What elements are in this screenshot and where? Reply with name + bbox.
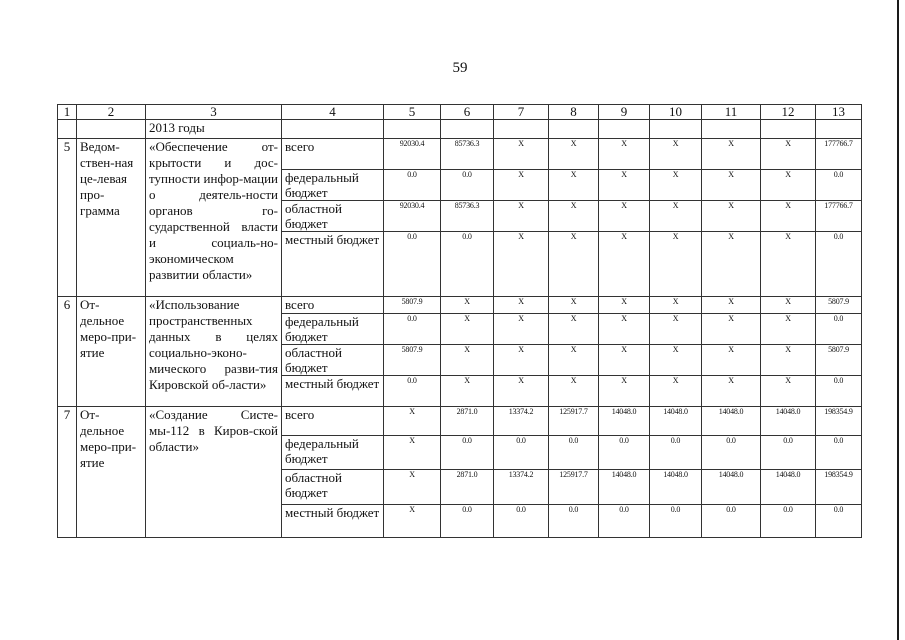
value-cell: 5807.9 bbox=[384, 297, 441, 314]
value-cell: X bbox=[549, 139, 599, 170]
years-label: 2013 годы bbox=[146, 120, 282, 139]
value-cell: X bbox=[599, 297, 650, 314]
value-cell: X bbox=[650, 201, 702, 232]
value-cell: X bbox=[384, 505, 441, 538]
value-cell: 14048.0 bbox=[702, 470, 761, 505]
value-cell: 5807.9 bbox=[816, 297, 862, 314]
empty-cell bbox=[494, 120, 549, 139]
column-number: 7 bbox=[494, 105, 549, 120]
empty-cell bbox=[384, 120, 441, 139]
column-number: 8 bbox=[549, 105, 599, 120]
value-cell: X bbox=[599, 345, 650, 376]
value-cell: X bbox=[761, 139, 816, 170]
value-cell: 92030.4 bbox=[384, 201, 441, 232]
value-cell: X bbox=[384, 407, 441, 436]
value-cell: 0.0 bbox=[384, 314, 441, 345]
funding-source: областной бюджет bbox=[282, 345, 384, 376]
value-cell: 0.0 bbox=[599, 436, 650, 470]
value-cell: X bbox=[494, 314, 549, 345]
value-cell: X bbox=[650, 297, 702, 314]
column-number: 11 bbox=[702, 105, 761, 120]
value-cell: 0.0 bbox=[761, 436, 816, 470]
table-row bbox=[58, 407, 862, 436]
row-index: 6 bbox=[58, 297, 77, 407]
value-cell: 0.0 bbox=[441, 170, 494, 201]
value-cell: X bbox=[441, 314, 494, 345]
value-cell: X bbox=[494, 170, 549, 201]
value-cell: 177766.7 bbox=[816, 139, 862, 170]
program-type: От-дельное меро-при-ятие bbox=[77, 297, 146, 407]
value-cell: 0.0 bbox=[650, 436, 702, 470]
value-cell: X bbox=[702, 201, 761, 232]
empty-cell bbox=[282, 120, 384, 139]
value-cell: 92030.4 bbox=[384, 139, 441, 170]
value-cell: X bbox=[702, 345, 761, 376]
value-cell: X bbox=[650, 314, 702, 345]
value-cell: X bbox=[441, 376, 494, 407]
value-cell: 85736.3 bbox=[441, 201, 494, 232]
table-row bbox=[58, 139, 862, 170]
value-cell: 14048.0 bbox=[702, 407, 761, 436]
value-cell: 5807.9 bbox=[384, 345, 441, 376]
page-edge-rule bbox=[897, 0, 899, 640]
funding-source: всего bbox=[282, 139, 384, 170]
value-cell: X bbox=[549, 345, 599, 376]
value-cell: X bbox=[494, 297, 549, 314]
value-cell: X bbox=[702, 314, 761, 345]
value-cell: 85736.3 bbox=[441, 139, 494, 170]
value-cell: 0.0 bbox=[650, 505, 702, 538]
empty-cell bbox=[816, 120, 862, 139]
funding-source: местный бюджет bbox=[282, 376, 384, 407]
value-cell: 0.0 bbox=[816, 314, 862, 345]
value-cell: X bbox=[761, 297, 816, 314]
value-cell: X bbox=[650, 376, 702, 407]
value-cell: 0.0 bbox=[702, 505, 761, 538]
value-cell: 0.0 bbox=[441, 505, 494, 538]
row-index: 7 bbox=[58, 407, 77, 538]
column-number: 12 bbox=[761, 105, 816, 120]
value-cell: X bbox=[494, 201, 549, 232]
program-type: От-дельное меро-при-ятие bbox=[77, 407, 146, 538]
value-cell: 198354.9 bbox=[816, 470, 862, 505]
funding-source: всего bbox=[282, 407, 384, 436]
program-name: «Использование пространственных данных в целях социально-эконо-мического разви-тия Кировской об-ласти» bbox=[146, 297, 282, 407]
value-cell: X bbox=[599, 232, 650, 297]
value-cell: X bbox=[702, 376, 761, 407]
value-cell: X bbox=[549, 376, 599, 407]
value-cell: X bbox=[494, 139, 549, 170]
empty-cell bbox=[761, 120, 816, 139]
value-cell: X bbox=[549, 297, 599, 314]
value-cell: X bbox=[599, 376, 650, 407]
value-cell: 0.0 bbox=[441, 436, 494, 470]
value-cell: X bbox=[599, 314, 650, 345]
value-cell: X bbox=[650, 139, 702, 170]
column-number: 5 bbox=[384, 105, 441, 120]
table-row bbox=[58, 297, 862, 314]
value-cell: 14048.0 bbox=[599, 407, 650, 436]
value-cell: X bbox=[702, 170, 761, 201]
continuation-row bbox=[58, 120, 862, 139]
value-cell: 14048.0 bbox=[650, 470, 702, 505]
value-cell: X bbox=[494, 376, 549, 407]
value-cell: X bbox=[599, 139, 650, 170]
value-cell: 0.0 bbox=[702, 436, 761, 470]
value-cell: 2871.0 bbox=[441, 407, 494, 436]
value-cell: X bbox=[650, 232, 702, 297]
value-cell: X bbox=[384, 470, 441, 505]
value-cell: 13374.2 bbox=[494, 407, 549, 436]
value-cell: X bbox=[441, 297, 494, 314]
program-type: Ведом-ствен-ная це-левая про-грамма bbox=[77, 139, 146, 297]
column-number: 3 bbox=[146, 105, 282, 120]
empty-cell bbox=[650, 120, 702, 139]
value-cell: 0.0 bbox=[549, 436, 599, 470]
value-cell: 0.0 bbox=[384, 170, 441, 201]
value-cell: 5807.9 bbox=[816, 345, 862, 376]
value-cell: X bbox=[650, 170, 702, 201]
empty-cell bbox=[77, 120, 146, 139]
funding-source: местный бюджет bbox=[282, 505, 384, 538]
column-number: 6 bbox=[441, 105, 494, 120]
column-number-row bbox=[58, 105, 862, 120]
funding-source: федеральный бюджет bbox=[282, 170, 384, 201]
column-number: 2 bbox=[77, 105, 146, 120]
funding-source: всего bbox=[282, 297, 384, 314]
empty-cell bbox=[58, 120, 77, 139]
funding-source: областной бюджет bbox=[282, 470, 384, 505]
value-cell: X bbox=[384, 436, 441, 470]
value-cell: X bbox=[599, 201, 650, 232]
column-number: 9 bbox=[599, 105, 650, 120]
empty-cell bbox=[549, 120, 599, 139]
program-name: «Создание Систе-мы-112 в Киров-ской области» bbox=[146, 407, 282, 538]
value-cell: 0.0 bbox=[384, 376, 441, 407]
value-cell: 14048.0 bbox=[761, 407, 816, 436]
value-cell: X bbox=[702, 139, 761, 170]
value-cell: X bbox=[761, 376, 816, 407]
value-cell: 14048.0 bbox=[599, 470, 650, 505]
value-cell: 0.0 bbox=[549, 505, 599, 538]
value-cell: 0.0 bbox=[816, 232, 862, 297]
value-cell: X bbox=[761, 201, 816, 232]
empty-cell bbox=[441, 120, 494, 139]
value-cell: X bbox=[549, 201, 599, 232]
value-cell: 0.0 bbox=[494, 436, 549, 470]
value-cell: X bbox=[702, 297, 761, 314]
value-cell: 14048.0 bbox=[761, 470, 816, 505]
value-cell: X bbox=[761, 345, 816, 376]
value-cell: X bbox=[494, 345, 549, 376]
funding-source: областной бюджет bbox=[282, 201, 384, 232]
column-number: 13 bbox=[816, 105, 862, 120]
value-cell: 125917.7 bbox=[549, 407, 599, 436]
value-cell: X bbox=[650, 345, 702, 376]
value-cell: X bbox=[549, 314, 599, 345]
value-cell: 0.0 bbox=[599, 505, 650, 538]
funding-source: федеральный бюджет bbox=[282, 314, 384, 345]
value-cell: 13374.2 bbox=[494, 470, 549, 505]
value-cell: X bbox=[702, 232, 761, 297]
value-cell: X bbox=[761, 232, 816, 297]
program-name: «Обеспечение от-крытости и дос-тупности инфор-мации о деятель-ности органов го-сударственной власти и социаль-но-экономическом развитии области» bbox=[146, 139, 282, 297]
value-cell: X bbox=[761, 170, 816, 201]
value-cell: 0.0 bbox=[761, 505, 816, 538]
value-cell: 0.0 bbox=[816, 170, 862, 201]
value-cell: X bbox=[761, 314, 816, 345]
value-cell: 198354.9 bbox=[816, 407, 862, 436]
value-cell: X bbox=[441, 345, 494, 376]
value-cell: X bbox=[494, 232, 549, 297]
value-cell: 0.0 bbox=[494, 505, 549, 538]
budget-table bbox=[57, 104, 862, 538]
page-number: 59 bbox=[452, 60, 468, 76]
empty-cell bbox=[702, 120, 761, 139]
funding-source: местный бюджет bbox=[282, 232, 384, 297]
column-number: 4 bbox=[282, 105, 384, 120]
value-cell: 0.0 bbox=[384, 232, 441, 297]
row-index: 5 bbox=[58, 139, 77, 297]
value-cell: 177766.7 bbox=[816, 201, 862, 232]
value-cell: X bbox=[549, 232, 599, 297]
value-cell: X bbox=[599, 170, 650, 201]
column-number: 10 bbox=[650, 105, 702, 120]
value-cell: 0.0 bbox=[816, 376, 862, 407]
empty-cell bbox=[599, 120, 650, 139]
value-cell: 0.0 bbox=[816, 505, 862, 538]
value-cell: 125917.7 bbox=[549, 470, 599, 505]
value-cell: 14048.0 bbox=[650, 407, 702, 436]
value-cell: 2871.0 bbox=[441, 470, 494, 505]
value-cell: X bbox=[549, 170, 599, 201]
funding-source: федеральный бюджет bbox=[282, 436, 384, 470]
value-cell: 0.0 bbox=[441, 232, 494, 297]
column-number: 1 bbox=[58, 105, 77, 120]
value-cell: 0.0 bbox=[816, 436, 862, 470]
